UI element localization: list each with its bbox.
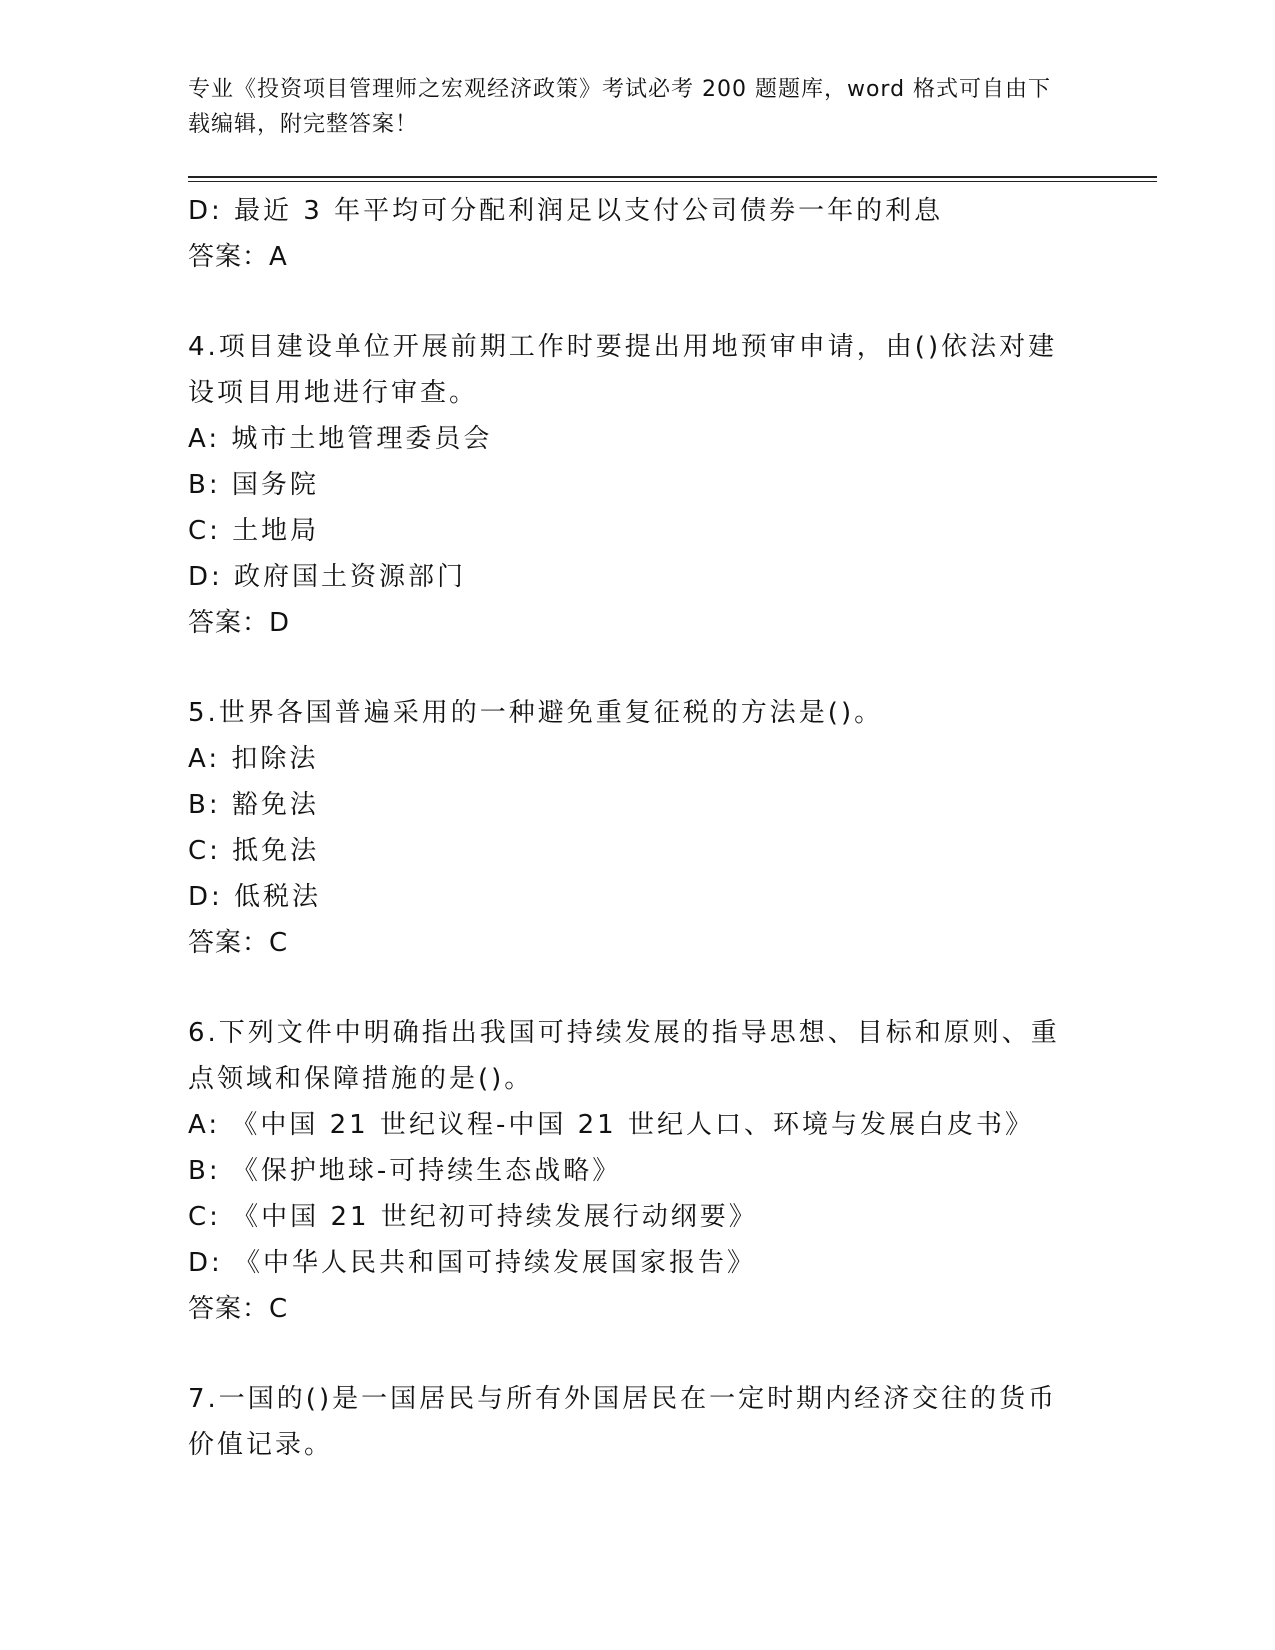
option-c: C: 抵免法 [188,836,320,866]
spacer [188,646,1068,690]
answer: 答案：C [188,1294,289,1324]
header-divider-thin [188,181,1157,182]
option-a: A: 城市土地管理委员会 [188,424,493,454]
question-7 [188,1376,1068,1468]
question-stem: 4.项目建设单位开展前期工作时要提出用地预审申请，由()依法对建设项目用地进行审查。 [188,332,1058,408]
option-a: A: 《中国 21 世纪议程-中国 21 世纪人口、环境与发展白皮书》 [188,1110,1034,1140]
option-d: D: 政府国土资源部门 [188,562,467,592]
answer: 答案：D [188,608,291,638]
question-stem: 5.世界各国普遍采用的一种避免重复征税的方法是()。 [188,698,884,728]
option-a: A: 扣除法 [188,744,319,774]
option-c: C: 土地局 [188,516,320,546]
question-4 [188,324,1068,646]
option-d: D: 低税法 [188,882,322,912]
question-content [188,188,1068,1468]
question-5 [188,690,1068,966]
spacer [188,280,1068,324]
option-b: B: 豁免法 [188,790,319,820]
option-b: B: 《保护地球-可持续生态战略》 [188,1156,622,1186]
prev-option-d: D: 最近 3 年平均可分配利润足以支付公司债券一年的利息 [188,196,944,226]
question-stem: 7.一国的()是一国居民与所有外国居民在一定时期内经济交往的货币价值记录。 [188,1384,1058,1460]
question-6 [188,1010,1068,1332]
answer: 答案：C [188,928,289,958]
option-c: C: 《中国 21 世纪初可持续发展行动纲要》 [188,1202,758,1232]
spacer [188,1332,1068,1376]
spacer [188,966,1068,1010]
header-divider-thick [188,176,1157,178]
prev-answer: 答案：A [188,242,288,272]
option-d: D: 《中华人民共和国可持续发展国家报告》 [188,1248,757,1278]
question-stem: 6.下列文件中明确指出我国可持续发展的指导思想、目标和原则、重点领域和保障措施的是()。 [188,1018,1060,1094]
option-b: B: 国务院 [188,470,319,500]
document-header: 专业《投资项目管理师之宏观经济政策》考试必考 200 题题库，word 格式可自由下载编辑，附完整答案！ [188,77,1052,137]
